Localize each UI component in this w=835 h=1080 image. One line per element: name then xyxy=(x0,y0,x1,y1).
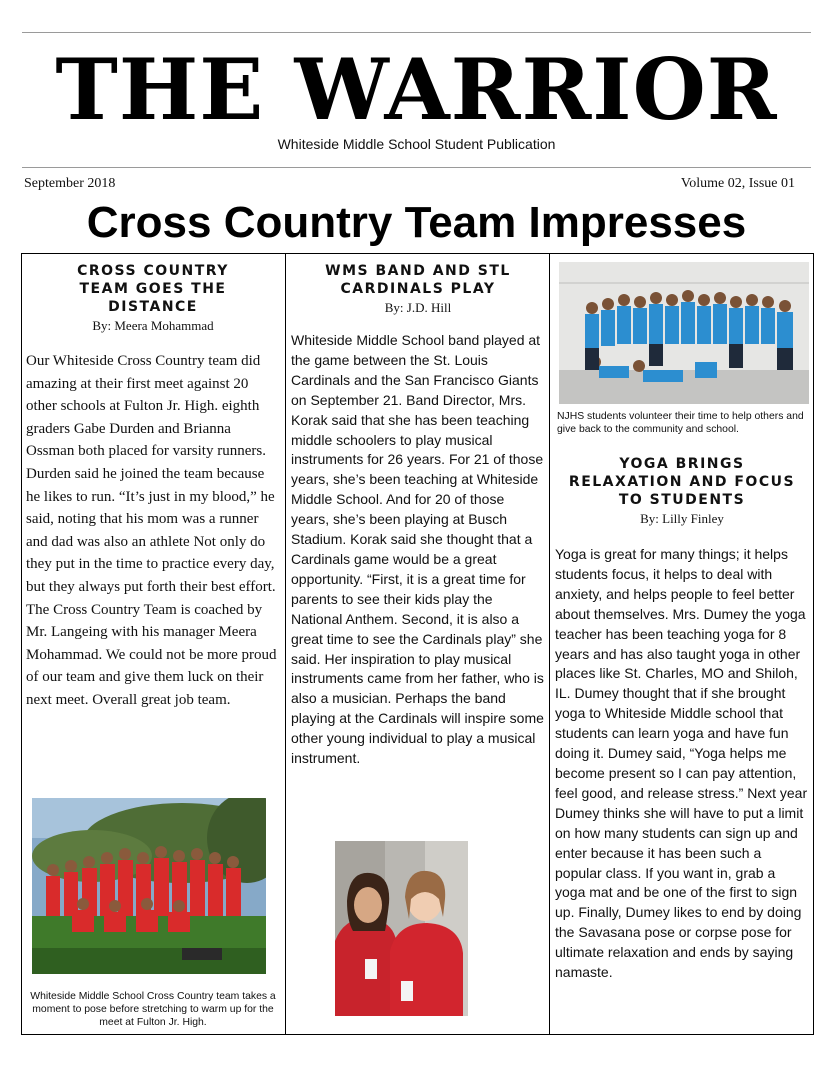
article-body: Whiteside Middle School band played at the game between the St. Louis Cardinals and the San Francisco Giants on September 21. Band Director, Mrs. Korak said that she has been teaching middle schoolers to play musical instruments for 26 years. For 21 of those years, she’s been teaching at Whiteside Middle School. And for 20 of those years, she’s been playing at Busch Stadium. Korak said she thought that a Cardinals game would be a great opportunity. “First, it is a great time for parents to see their kids play the National Anthem. Second, it is also a great time to see the Cardinals play” she said. Her inspiration to play musical instruments came from her father, who is also a musician. Perhaps the band playing at the Cardinals will inspire some other young individual to play a musical instrument. xyxy=(291,332,544,767)
masthead-rule xyxy=(22,167,811,168)
masthead-title: THE WARRIOR xyxy=(55,40,778,139)
article-title: YOGA BRINGS RELAXATION AND FOCUS TO STUDENTS xyxy=(568,456,796,508)
cross-country-team-photo xyxy=(32,798,266,974)
issue-date: September 2018 xyxy=(24,176,116,191)
article-yoga xyxy=(555,455,809,983)
article-title: CROSS COUNTRY TEAM GOES THE DISTANCE xyxy=(77,263,229,315)
band-students-photo xyxy=(335,841,468,1016)
masthead-subtitle: Whiteside Middle School Student Publication xyxy=(277,136,556,152)
article-band xyxy=(291,262,545,769)
article-byline: By: Lilly Finley xyxy=(640,511,724,526)
column-divider-left xyxy=(285,253,286,1035)
issue-volume: Volume 02, Issue 01 xyxy=(680,176,795,191)
njhs-group-photo xyxy=(559,262,809,404)
article-byline: By: J.D. Hill xyxy=(384,300,452,315)
article-title: WMS BAND AND STL CARDINALS PLAY xyxy=(325,263,511,297)
front-page-headline: Cross Country Team Impresses xyxy=(86,198,747,247)
column-divider-right xyxy=(549,253,550,1035)
article-body: Our Whiteside Cross Country team did amazing at their first meet against 20 other schools at Fulton Jr. High. eighth graders Gabe Durden and Brianna Ossman both placed for varsity runners. Durden said he joined the team because he likes to run. “It’s just in my blood,” he said, noting that his mom was a runner and dad was also an athlete Not only do they put in the time to practice every day, but they always put forth their best effort. The Cross Country Team is coached by Mr. Langeing with his manager Meera Mohammad. We could not be more proud of our team and give them luck on their next meet. Overall great job team. xyxy=(26,353,277,708)
top-rule xyxy=(22,32,811,33)
article-byline: By: Meera Mohammad xyxy=(92,318,214,333)
njhs-photo-caption: NJHS students volunteer their time to help others and give back to the community and school. xyxy=(557,411,804,435)
article-cross-country xyxy=(26,262,280,712)
cross-country-photo-caption: Whiteside Middle School Cross Country team takes a moment to pose before stretching to warm up for the meet at Fulton Jr. High. xyxy=(30,991,276,1028)
article-body: Yoga is great for many things; it helps students focus, it helps to deal with anxiety, and helps people to feel better about themselves. Mrs. Dumey the yoga teacher has been teaching yoga for 8 years and has also taught yoga in other places like St. Charles, MO and Shiloh, IL. Dumey thought that if she brought yoga to Whiteside Middle school that students can learn yoga and have fun doing it. Dumey said, “Yoga helps me become present so I can pay attention, feel good, and release stress.” Next year Dumey thinks she will have to put a limit on how many students can sign up and enter because it has been such a popular class. If you want in, grab a yoga mat and be one of the first to sign up. Finally, Dumey likes to end by doing the Savasana pose or corpse pose for ultimate relaxation and ends by saying namaste. xyxy=(555,546,808,981)
